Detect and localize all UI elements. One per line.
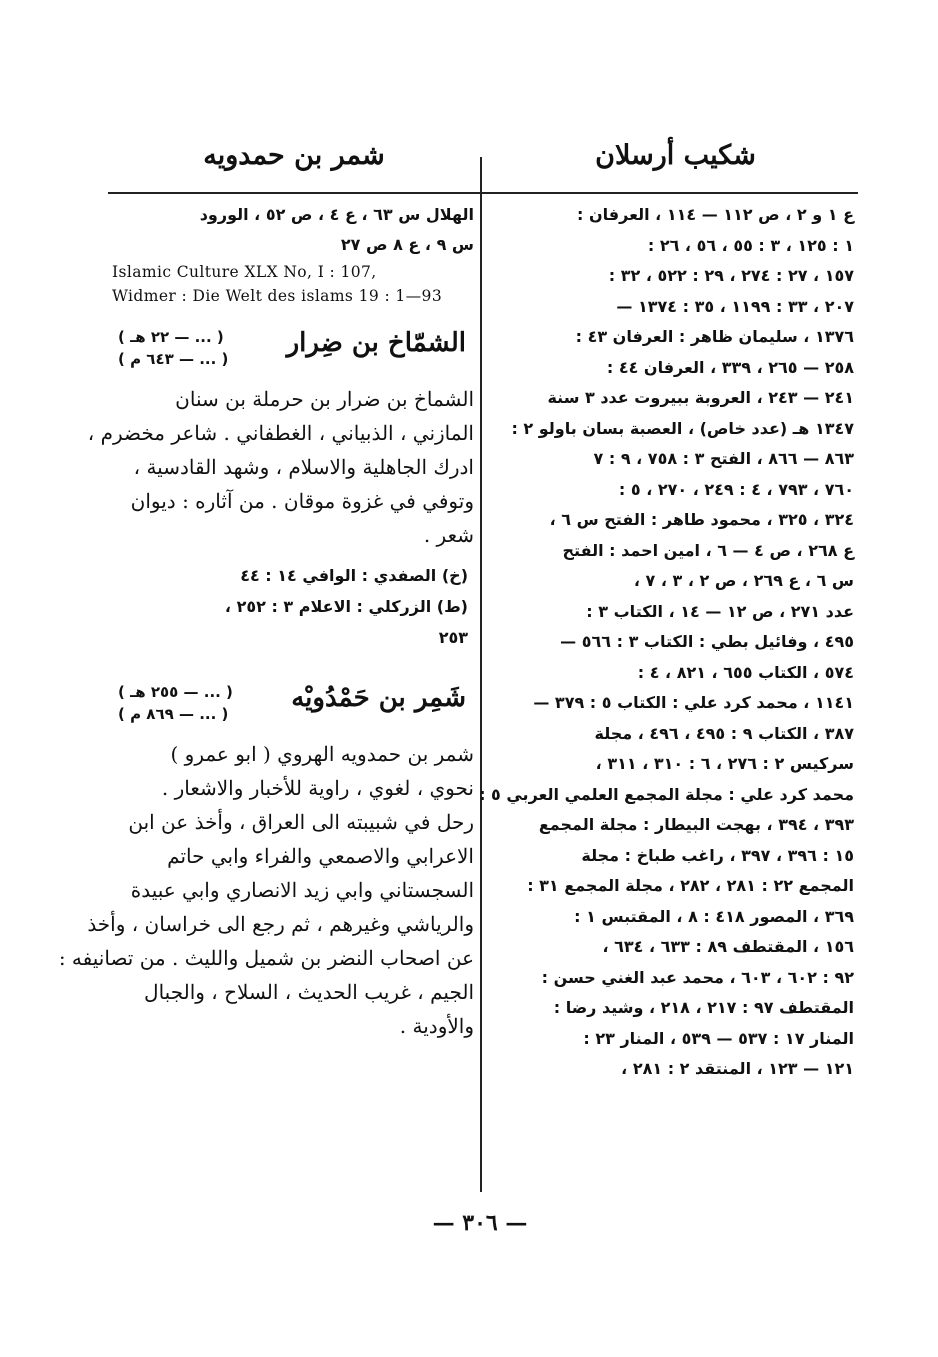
entry-name: شَمِر بن حَمْدُويْه [291, 683, 466, 713]
ref-line: ع ٢٦٨ ، ص ٤ — ٦ ، امين احمد : الفتح [562, 540, 854, 560]
ref-line: ٢٥٨ — ٢٦٥ ، ٣٣٩ ، العرفان ٤٤ : [606, 357, 854, 377]
intro-ref-line: الهلال س ٦٣ ، ع ٤ ، ص ٥٢ ، الورود [199, 205, 474, 224]
entry-body-line: وتوفي في غزوة موقان . من آثاره : ديوان [130, 489, 474, 513]
ref-line: المقتطف ٩٧ : ٢١٧ ، ٢١٨ ، وشيد رضا : [553, 998, 854, 1017]
entry-body-line: الشماخ بن ضرار بن حرملة بن سنان [175, 387, 474, 411]
ref-line: محمد كرد علي : مجلة المجمع العلمي العربي ٥ : [479, 784, 854, 804]
entry-body-line: الاعرابي والاصمعي والفراء وابي حاتم [167, 844, 474, 868]
ref-line: ٨٦٣ — ٨٦٦ ، الفتح ٣ : ٧٥٨ ، ٩ : ٧ [593, 449, 854, 468]
ref-line: ١٥٦ ، المقتطف ٨٩ : ٦٣٣ ، ٦٣٤ ، [602, 937, 854, 956]
date-hijri: ( ... — ٢٢ هـ ) [118, 328, 224, 346]
ref-line: ٧٦٠ ، ٧٩٣ ، ٤ : ٢٤٩ ، ٢٧٠ ، ٥ : [618, 479, 854, 499]
ref-line: سركيس ٢ : ٢٧٦ ، ٦ : ٣١٠ ، ٣١١ ، [595, 754, 854, 773]
ref-line: ٢٠٧ ، ٣٣ : ١١٩٩ ، ٣٥ : ١٣٧٤ — [616, 296, 854, 316]
column-divider [480, 157, 482, 1192]
ref-line: ٩٢ : ٦٠٢ ، ٦٠٣ ، محمد عبد الغني حسن : [541, 967, 854, 987]
running-header-right: شكيب أرسلان [595, 140, 756, 171]
entry-dates [118, 681, 233, 725]
spacer [112, 552, 474, 560]
entry-body-line: ادرك الجاهلية والاسلام ، وشهد القادسية ، [133, 455, 474, 479]
entry-body-line: رحل في شبيبته الى العراق ، وأخذ عن ابن [128, 810, 474, 834]
ref-line: ٤٩٥ ، وفائيل بطي : الكتاب ٣ : ٥٦٦ — [560, 632, 854, 651]
entry-ref-line: ٢٥٣ [438, 628, 468, 647]
entry-dates [118, 326, 228, 370]
date-ad: ( ... — ٦٤٣ م ) [118, 350, 229, 368]
entry-body-line: السجستاني وابي زيد الانصاري وابي عبيدة [130, 878, 474, 902]
entry-body-line: شمر بن حمدويه الهروي ( ابو عمرو ) [170, 742, 474, 766]
ref-line: ٥٧٤ ، الكتاب ٦٥٥ ، ٨٢١ ، ٤ : [637, 662, 854, 682]
right-column-references [479, 200, 854, 1085]
header-rule [108, 192, 858, 194]
left-column [58, 200, 474, 1043]
entry-ref-line: (خ) الصفدي : الوافي ١٤ : ٤٤ [240, 566, 468, 585]
spacer [112, 308, 474, 322]
intro-ref-line: س ٩ ، ع ٨ ص ٢٧ [340, 235, 474, 254]
entry-body-line: شعر . [423, 523, 474, 547]
ref-line: المنار ١٧ : ٥٣٧ — ٥٣٩ ، المنار ٢٣ : [583, 1028, 854, 1048]
ref-line: ٢٤١ — ٢٤٣ ، العروبة ببيروت عدد ٣ سنة [547, 388, 854, 407]
ref-line: ٣٦٩ ، المصور ٤١٨ : ٨ ، المقتبس ١ : [574, 906, 854, 926]
ref-line: عدد ٢٧١ ، ص ١٢ — ١٤ ، الكتاب ٣ : [586, 601, 854, 621]
spacer [112, 653, 474, 677]
entry-body-line: المازني ، الذبياني ، الغطفاني . شاعر مخضرم ، [87, 421, 474, 445]
entry-heading-shamir [112, 677, 474, 737]
ref-line: ع ١ و ٢ ، ص ١١٢ — ١١٤ ، العرفان : [577, 205, 854, 224]
entry-body-line: الجيم ، غريب الحديث ، السلاح ، والجبال [144, 980, 474, 1004]
ref-line: ١٥ : ٣٩٦ ، ٣٩٧ ، راغب طباخ : مجلة [581, 845, 854, 865]
ref-line: ٣٩٣ ، ٣٩٤ ، بهجت البيطار : مجلة المجمع [538, 815, 854, 834]
ref-line: ١٥٧ ، ٢٧ : ٢٧٤ ، ٢٩ : ٥٢٢ ، ٣٢ : [608, 266, 854, 285]
latin-ref-line: Islamic Culture XLX No, I : 107, [112, 263, 377, 281]
entry-body-line: نحوي ، لغوي ، راوية للأخبار والاشعار . [161, 776, 474, 800]
page-number: — ٣٠٦ — [432, 1210, 528, 1236]
date-hijri: ( ... — ٢٥٥ هـ ) [118, 683, 233, 701]
latin-ref-line: Widmer : Die Welt des islams 19 : 1—93 [112, 287, 443, 305]
entry-body-line: والأودية . [399, 1014, 474, 1038]
ref-line: ٣٨٧ ، الكتاب ٩ : ٤٩٥ ، ٤٩٦ ، مجلة [594, 723, 854, 743]
ref-line: ١ : ١٢٥ ، ٣ : ٥٥ ، ٥٦ ، ٢٦ : [647, 235, 854, 255]
ref-line: ٣٢٤ ، ٣٢٥ ، محمود طاهر : الفتح س ٦ ، [549, 510, 854, 529]
date-ad: ( ... — ٨٦٩ م ) [118, 705, 229, 723]
entry-ref-line: (ط) الزركلي : الاعلام ٣ : ٢٥٢ ، [224, 597, 468, 616]
ref-line: ١٢١ — ١٢٣ ، المنتقد ٢ : ٢٨١ ، [621, 1059, 854, 1078]
entry-heading-shammakh [112, 322, 474, 382]
entry-name: الشمّاخ بن ضِرار [286, 328, 466, 358]
ref-line: ١١٤١ ، محمد كرد علي : الكتاب ٥ : ٣٧٩ — [533, 693, 854, 712]
ref-line: س ٦ ، ع ٢٦٩ ، ص ٢ ، ٣ ، ٧ ، [633, 571, 854, 590]
ref-line: ١٣٧٦ ، سليمان ظاهر : العرفان ٤٣ : [575, 327, 854, 346]
ref-line: ١٣٤٧ هـ (عدد خاص) ، العصبة بسان باولو ٢ : [511, 418, 854, 438]
entry-body-line: والرياشي وغيرهم ، ثم رجع الى خراسان ، وأخذ [87, 912, 474, 936]
ref-line: المجمع ٢٢ : ٢٨١ ، ٢٨٢ ، مجلة المجمع ٣١ : [527, 876, 854, 895]
entry-body-line: عن اصحاب النضر بن شميل والليث . من تصانيفه : [58, 946, 474, 970]
running-header-left: شمر بن حمدويه [203, 140, 385, 171]
